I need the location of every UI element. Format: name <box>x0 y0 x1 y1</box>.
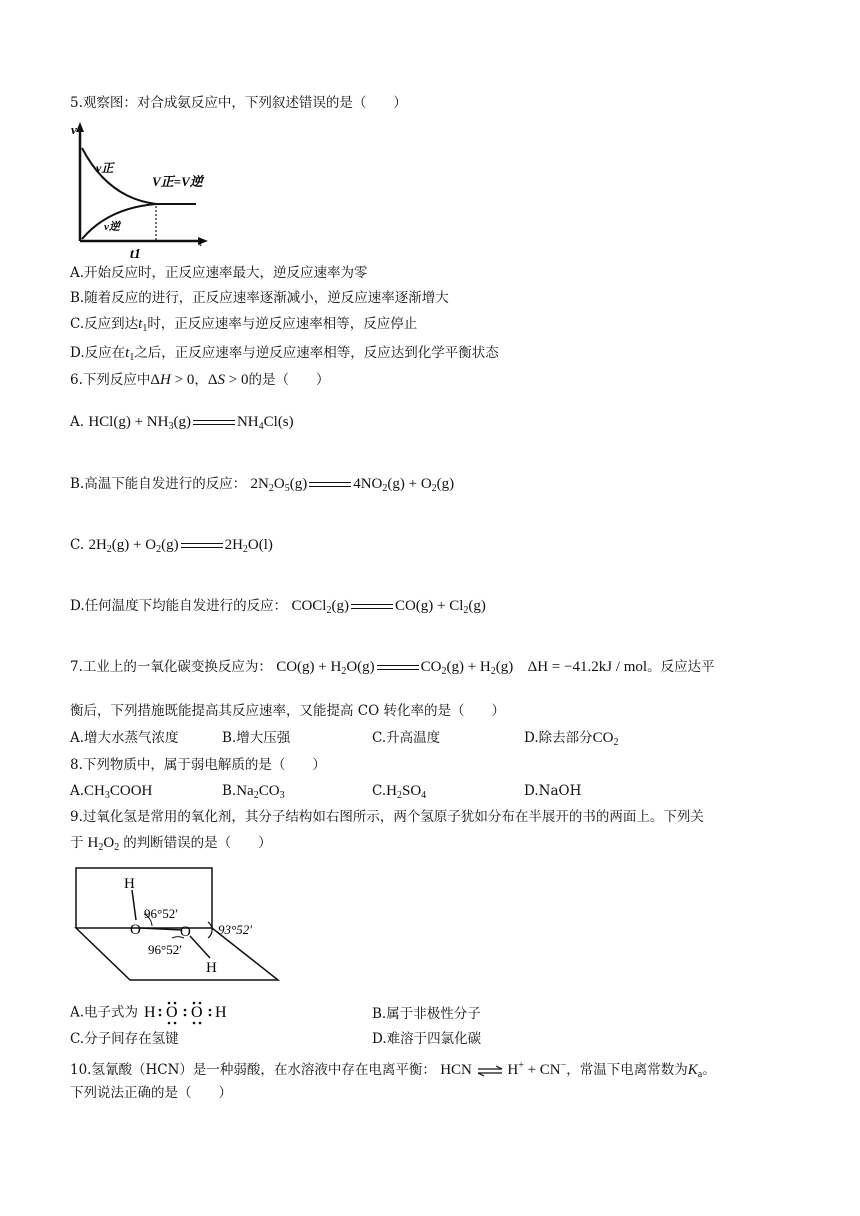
q7-option-a: A.增大水蒸气浓度 <box>70 730 179 746</box>
q9-option-d: D.难溶于四氯化碳 <box>372 1031 482 1047</box>
q6-option-c: C. $2H_2(g) + O_2(g)$ $2H_2O(l)$ <box>70 537 273 555</box>
q7-option-b: B.增大压强 <box>222 730 291 746</box>
equilibrium-arrow-icon <box>476 1065 504 1077</box>
q7-stem: 7.工业上的一氧化碳变换反应为： $CO(g) + H_2O(g) CO_2(g) + H_2(g) \Delta H = -41.2kJ$ / mol。反应达平 <box>70 659 715 677</box>
q7-stem2: 衡后，下列措施既能提高其反应速率，又能提高 CO 转化率的是（ ） <box>70 703 505 719</box>
q5-option-a: A.开始反应时，正反应速率最大，逆反应速率为零 <box>70 265 368 281</box>
q9-option-b: B.属于非极性分子 <box>372 1006 481 1022</box>
angle1-label: 96°52′ <box>144 906 179 921</box>
q5-c-pre: C.反应到达 <box>70 316 139 332</box>
q5-option-b: B.随着反应的进行，正反应速率逐渐减小，逆反应速率逐渐增大 <box>70 290 449 306</box>
q10-stem2: 下列说法正确的是（ ） <box>70 1085 232 1101</box>
q8-option-a: $A.CH_3COOH$ <box>70 783 153 801</box>
q5-c-post: 时，正反应速率与逆反应速率相等，反应停止 <box>147 316 418 332</box>
q6-option-a: A. $HCl(g) + NH_3(g)$ $NH_4Cl(s)$ <box>70 414 294 432</box>
q6-stem-pre: 6.下列反应中 <box>70 372 151 388</box>
q9-a-label: A.电子式为 <box>70 1004 139 1021</box>
q10-stem1-post: ，常温下电离常数为 <box>566 1062 688 1078</box>
q8-option-c: $C.H_2SO_4$ <box>372 783 427 801</box>
vt-graph <box>68 118 218 260</box>
svg-text:O: O <box>191 1004 203 1021</box>
q8-option-d: D.NaOH <box>524 783 582 799</box>
q5-option-d: D.反应在$t_1$之后，正反应速率与逆反应速率相等，反应达到化学平衡状态 <box>70 345 499 363</box>
q9-option-c: C.分子间存在氢键 <box>70 1031 179 1047</box>
q10-stem1: 10.氢氰酸（HCN）是一种弱酸，在水溶液中存在电离平衡： HCN H+ + CN−，常温下电离常数为$K_a$。 <box>70 1060 716 1080</box>
graph-y-label: v <box>71 122 77 137</box>
q5-stem: 5.观察图：对合成氨反应中，下列叙述错误的是（ ） <box>70 95 407 111</box>
dihedral-label: 93°52′ <box>218 922 253 937</box>
q8-stem: 8.下列物质中，属于弱电解质的是（ ） <box>70 757 326 773</box>
q7-dh: ΔH = −41.2kJ / mol <box>527 659 648 675</box>
graph-reverse-label: v逆 <box>104 221 120 233</box>
q8-a-label: A. <box>70 783 85 799</box>
h-bottom-label: H <box>206 960 217 976</box>
o-right-label: O <box>180 924 191 940</box>
q6-c-label: C. <box>70 537 85 553</box>
q6-stem: 6.下列反应中ΔH > 0，ΔS > 0的是（ ） <box>70 372 330 388</box>
svg-text:H: H <box>144 1004 156 1021</box>
graph-equal-label: V正=V逆 <box>152 174 203 189</box>
o-left-label: O <box>130 922 141 938</box>
q6-option-b: B.高温下能自发进行的反应： $2N_2O_5(g) 4NO_2(g) + O_2(g)$ <box>70 476 455 494</box>
svg-text:H: H <box>215 1004 227 1021</box>
q6-a-label: A. <box>70 414 85 430</box>
q10-stem1-pre: 10.氢氰酸（HCN）是一种弱酸，在水溶液中存在电离平衡： <box>70 1062 436 1078</box>
q9-stem2-pre: 于 <box>70 835 84 851</box>
q5-d-post: 之后，正反应速率与逆反应速率相等，反应达到化学平衡状态 <box>134 345 499 361</box>
graph-x-label: t <box>199 235 203 249</box>
h-top-label: H <box>124 876 135 892</box>
q9-stem2-post: 的判断错误的是（ ） <box>123 835 272 851</box>
q9-stem1: 9.过氧化氢是常用的氧化剂，其分子结构如右图所示，两个氢原子犹如分布在半展开的书的两面上。下列关 <box>70 809 704 825</box>
q7-stem-pre: 7.工业上的一氧化碳变换反应为： <box>70 659 272 675</box>
q7-d-pre: D.除去部分 <box>524 730 593 746</box>
q5-d-pre: D.反应在 <box>70 345 126 361</box>
q5-option-c: C.反应到达$t_1$时，正反应速率与逆反应速率相等，反应停止 <box>70 316 418 334</box>
q7-option-c: C.升高温度 <box>372 730 441 746</box>
q9-stem2: 于 $H_2O_2$ 的判断错误的是（ ） <box>70 835 272 853</box>
graph-forward-label: v正 <box>96 161 114 175</box>
angle2-label: 96°52′ <box>148 942 183 957</box>
q8-c-label: C. <box>372 783 387 799</box>
q6-stem-post: 的是（ ） <box>248 372 330 388</box>
q6-d-label: D.任何温度下均能自发进行的反应： <box>70 598 288 614</box>
q9-option-a <box>70 1001 238 1025</box>
q8-b-label: B. <box>222 783 237 799</box>
svg-text:O: O <box>166 1004 178 1021</box>
q6-option-d: D.任何温度下均能自发进行的反应： COCl$_2$(g) $CO(g) + Cl_2(g)$ <box>70 598 486 616</box>
electron-formula <box>142 1001 238 1025</box>
q6-stem-mid: ， <box>194 372 208 388</box>
q10-stem1-end: 。 <box>702 1062 716 1078</box>
graph-t1-label: t1 <box>130 247 141 260</box>
q8-option-b: $B.Na_2CO_3$ <box>222 783 285 801</box>
q7-option-d: D.除去部分$CO_2$ <box>524 730 619 748</box>
q6-b-label: B.高温下能自发进行的反应： <box>70 476 247 492</box>
h2o2-structure-figure <box>72 866 282 986</box>
q7-stem-post: 。反应达平 <box>647 659 715 675</box>
